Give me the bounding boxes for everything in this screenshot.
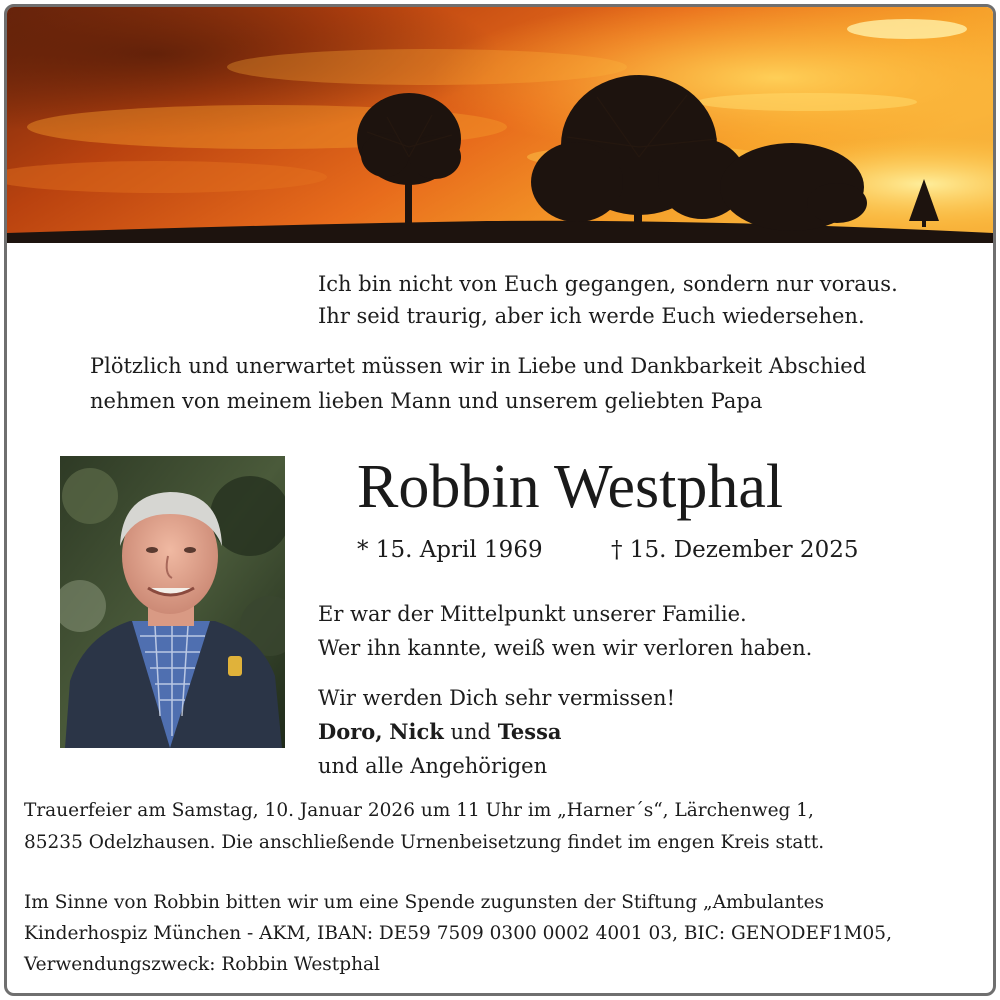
quote-line-1: Ich bin nicht von Euch gegangen, sondern nur voraus. — [318, 272, 898, 296]
family-name-doro: Doro, — [318, 719, 383, 744]
family-name-nick: Nick — [389, 719, 444, 744]
birth-date: * 15. April 1969 — [357, 537, 543, 563]
names-joiner: und — [450, 720, 491, 744]
farewell-names — [318, 715, 562, 749]
death-date: † 15. Dezember 2025 — [611, 537, 859, 563]
family-name-tessa: Tessa — [497, 719, 562, 744]
tribute-line-1: Er war der Mittelpunkt unserer Familie. — [318, 602, 747, 626]
service-line-2: 85235 Odelzhausen. Die anschließende Urnenbeisetzung findet im engen Kreis statt. — [24, 832, 825, 853]
portrait-photo — [60, 456, 285, 748]
donation-line-1: Im Sinne von Robbin bitten wir um eine Spende zugunsten der Stiftung „Ambulantes — [24, 892, 825, 913]
sunset-banner-image — [7, 7, 993, 243]
donation-line-3: Verwendungszweck: Robbin Westphal — [24, 954, 380, 975]
intro-line-2: nehmen von meinem lieben Mann und unserem geliebten Papa — [90, 389, 763, 413]
obituary-card — [4, 4, 996, 996]
farewell-line-1: Wir werden Dich sehr vermissen! — [318, 686, 676, 710]
intro-line-1: Plötzlich und unerwartet müssen wir in Liebe und Dankbarkeit Abschied — [90, 354, 867, 378]
donation-line-2: Kinderhospiz München - AKM, IBAN: DE59 7509 0300 0002 4001 03, BIC: GENODEF1M05, — [24, 923, 892, 944]
farewell-line-3: und alle Angehörigen — [318, 754, 548, 778]
quote-line-2: Ihr seid traurig, aber ich werde Euch wiedersehen. — [318, 304, 865, 328]
deceased-name: Robbin Westphal — [357, 453, 784, 521]
tribute-line-2: Wer ihn kannte, weiß wen wir verloren haben. — [318, 636, 813, 660]
service-line-1: Trauerfeier am Samstag, 10. Januar 2026 um 11 Uhr im „Harner´s“, Lärchenweg 1, — [24, 800, 814, 821]
